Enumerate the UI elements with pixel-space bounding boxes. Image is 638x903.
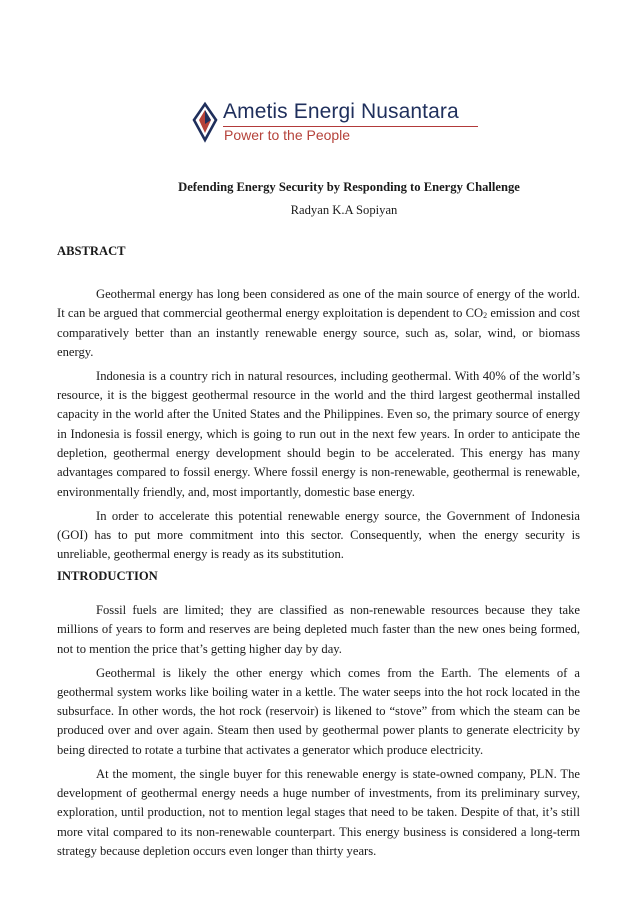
co2-subscript: 2	[483, 311, 488, 321]
abstract-heading: ABSTRACT	[57, 244, 126, 258]
introduction-heading: INTRODUCTION	[57, 569, 158, 583]
abstract-p1-text: Geothermal energy has long been considered as one of the main source of energy of the world. It can be argued that commercial geothermal energy exploitation is dependent to CO	[57, 287, 580, 321]
document-author: Radyan K.A Sopiyan	[290, 203, 398, 217]
abstract-paragraph	[57, 285, 580, 362]
abstract-paragraph: In order to accelerate this potential renewable energy source, the Government of Indonesia (GOI) has to put more commitment into this sector. Consequently, when the energy security is unreliable, geothermal energy is ready as its substitution.	[57, 508, 580, 562]
abstract-paragraph: Indonesia is a country rich in natural resources, including geothermal. With 40% of the world’s resource, it is the biggest geothermal resource in the world and the third largest geothermal installed capacity in the world after the United States and the Philippines. Even so, the primary source of energy in Indonesia is fossil energy, which is going to run out in the next few years. In order to anticipate the depletion, geothermal energy development should begin to be accelerated. This energy has many advantages compared to fossil energy. Where fossil energy is non-renewable, geothermal is renewable, environmentally friendly, and, most importantly, domestic base energy.	[57, 368, 580, 499]
company-logo	[190, 98, 480, 150]
company-tagline: Power to the People	[224, 127, 351, 143]
introduction-body	[57, 601, 580, 866]
document-title: Defending Energy Security by Responding to Energy Challenge	[178, 180, 520, 194]
abstract-body	[57, 285, 580, 569]
abstract-p1-text-cont: emission and cost comparatively better than an instantly renewable energy source, such as, solar, wind, or biomass energy.	[57, 306, 580, 359]
logo-emblem-icon	[190, 100, 220, 144]
introduction-paragraph: Fossil fuels are limited; they are classified as non-renewable resources because they take millions of years to form and reserves are being depleted much faster than the new ones being formed, not to mention the price that’s getting higher day by day.	[57, 603, 580, 656]
introduction-paragraph: At the moment, the single buyer for this renewable energy is state-owned company, PLN. The development of geothermal energy needs a huge number of investments, from its preliminary survey, exploration, until production, not to mention legal stages that need to be taken. Despite of that, it’s still more vital compared to its non-renewable counterpart. This energy business is considered a long-term strategy because depletion occurs even longer than thirty years.	[57, 766, 580, 858]
company-name: Ametis Energi Nusantara	[223, 100, 459, 123]
introduction-paragraph: Geothermal is likely the other energy which comes from the Earth. The elements of a geothermal system works like boiling water in a kettle. The water seeps into the hot rock located in the subsurface. In other words, the hot rock (reservoir) is likened to “stove” from which the steam can be produced over and over again. Steam then used by geothermal power plants to generate electricity by being directed to rotate a turbine that activates a generator which produce electricity.	[57, 665, 580, 757]
